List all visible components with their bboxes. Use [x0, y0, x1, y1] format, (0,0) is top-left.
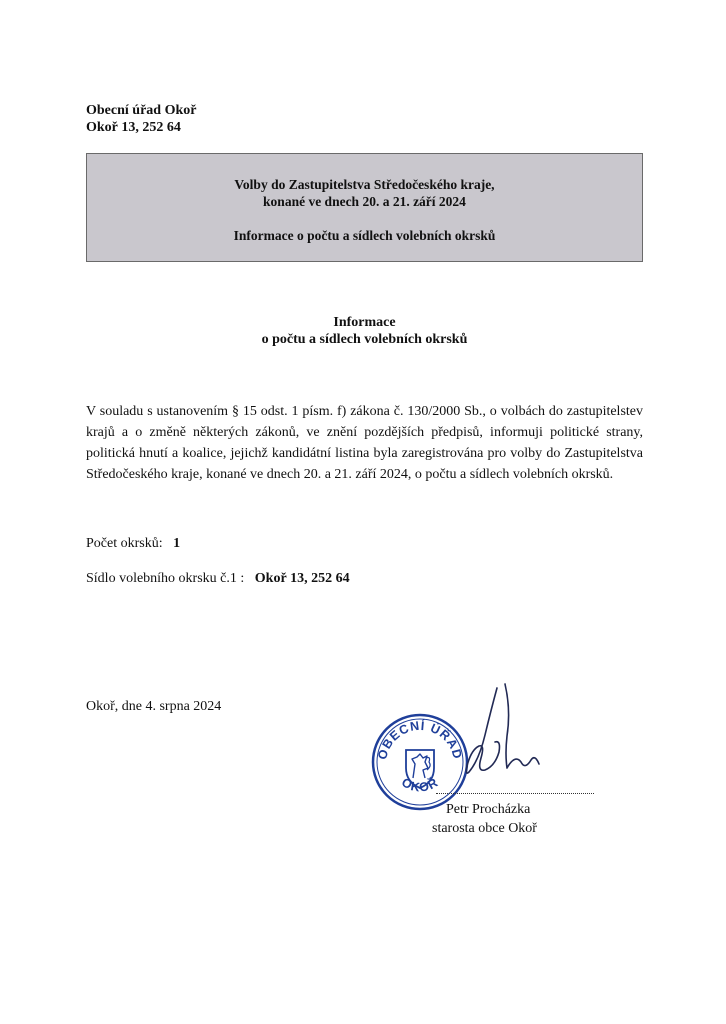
signature-dotted-line — [436, 793, 594, 794]
district-count-row — [86, 535, 180, 553]
document-heading — [86, 314, 643, 348]
stamp-text-top: OBECNÍ ÚŘAD — [375, 718, 465, 762]
signer-role: starosta obce Okoř — [432, 821, 537, 836]
banner-line-2: konané ve dnech 20. a 21. září 2024 — [263, 194, 466, 209]
district-seat-value: Okoř 13, 252 64 — [254, 571, 350, 586]
banner-line-3: Informace o počtu a sídlech volebních okrsků — [233, 228, 496, 243]
heading-line-2: o počtu a sídlech volebních okrsků — [261, 332, 468, 347]
svg-text:OKOŘ — [399, 774, 441, 794]
district-count-value: 1 — [173, 536, 181, 551]
title-banner — [86, 153, 643, 262]
sender-address: Okoř 13, 252 64 — [86, 120, 181, 135]
body-paragraph: V souladu s ustanovením § 15 odst. 1 písm. f) zákona č. 130/2000 Sb., o volbách do zastupitelstev krajů a o změně některých zákonů, ve znění pozdějších předpisů, informuji politické strany, politická hnutí a koalice, jejichž kandidátní listina byla zaregistrována pro volby do Zastupitelstva Středočeského kraje, konané ve dnech 20. a 21. září 2024, o počtu a sídlech volebních okrsků. — [86, 404, 643, 482]
district-seat-row — [86, 570, 350, 588]
place-and-date: Okoř, dne 4. srpna 2024 — [86, 699, 222, 714]
banner-line-1: Volby do Zastupitelstva Středočeského kraje, — [234, 177, 495, 192]
heading-line-1: Informace — [333, 315, 396, 330]
sender-name: Obecní úřad Okoř — [86, 103, 197, 118]
district-count-label: Počet okrsků: — [86, 536, 163, 551]
district-seat-label: Sídlo volebního okrsku č.1 : — [86, 571, 245, 586]
sender-block — [86, 102, 196, 136]
signer-name: Petr Procházka — [446, 802, 531, 817]
signature-icon — [455, 680, 555, 790]
stamp-text-bottom: OKOŘ — [399, 775, 441, 795]
